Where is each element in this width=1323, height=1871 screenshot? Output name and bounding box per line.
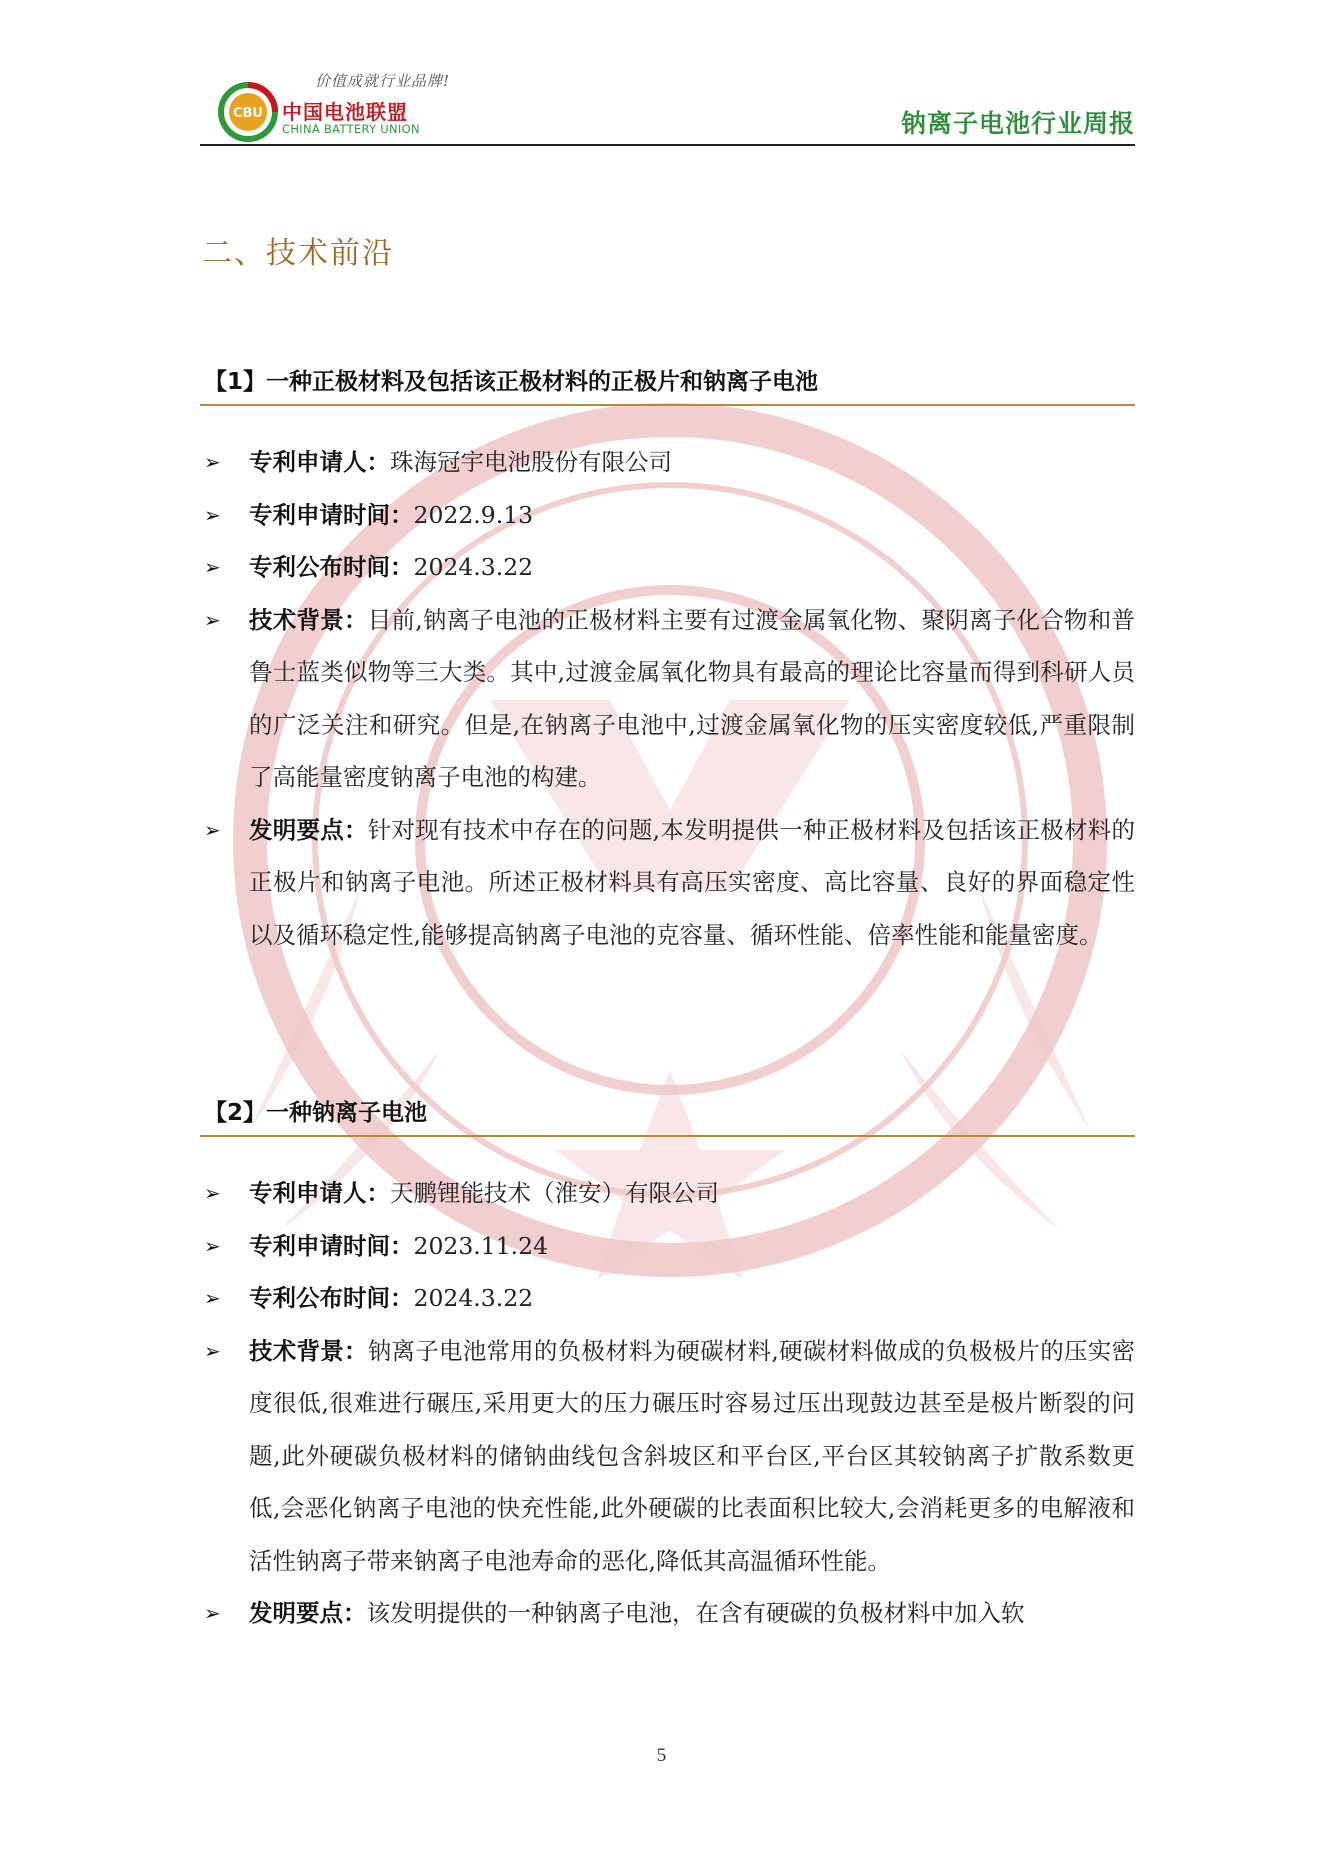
patent-title: 【2】一种钠离子电池 bbox=[204, 1100, 428, 1126]
bullet-arrow-icon: ➢ bbox=[204, 555, 221, 579]
patent-background bbox=[200, 1325, 1135, 1588]
report-title: 钠离子电池行业周报 bbox=[900, 109, 1135, 138]
page-number: 5 bbox=[656, 1745, 667, 1766]
bullet-arrow-icon: ➢ bbox=[204, 607, 221, 632]
patent-filing-date bbox=[200, 1220, 1135, 1273]
logo-slogan: 价值成就行业品牌! bbox=[315, 72, 451, 90]
header-divider bbox=[200, 144, 1135, 146]
patent-key-points bbox=[200, 1587, 1135, 1640]
section-title: 二、技术前沿 bbox=[202, 236, 394, 271]
field-value: 2023.11.24 bbox=[413, 1231, 549, 1260]
cbu-logo bbox=[218, 68, 478, 148]
field-value: 钠离子电池常用的负极材料为硬碳材料,硬碳材料做成的负极极片的压实密度很低,很难进行碾压,采用更大的压力碾压时容易过压出现鼓边甚至是极片断裂的问题,此外硬碳负极材料的储钠曲线包含斜坡区和平台区,平台区其较钠离子扩散系数更低,会恶化钠离子电池的快充性能,此外硬碳的比表面积比较大,会消耗更多的电解液和活性钠离子带来钠离子电池寿命的恶化,降低其高温循环性能。 bbox=[249, 1336, 1135, 1575]
page-header bbox=[200, 56, 1135, 146]
bullet-arrow-icon: ➢ bbox=[204, 502, 221, 527]
field-label: 专利申请人： bbox=[249, 448, 390, 476]
bullet-arrow-icon: ➢ bbox=[204, 450, 221, 474]
field-value: 珠海冠宇电池股份有限公司 bbox=[390, 448, 672, 476]
field-value: 天鹏锂能技术（淮安）有限公司 bbox=[390, 1179, 719, 1207]
patent-applicant bbox=[200, 1167, 1135, 1220]
bullet-arrow-icon: ➢ bbox=[204, 817, 221, 842]
patent-applicant bbox=[200, 436, 1135, 489]
patent-entry-1 bbox=[200, 362, 1135, 961]
field-label: 技术背景： bbox=[249, 605, 368, 634]
field-value: 2024.3.22 bbox=[413, 1284, 534, 1312]
bullet-arrow-icon: ➢ bbox=[204, 1338, 221, 1363]
patent-title-rule bbox=[200, 404, 1135, 406]
logo-name-cn: 中国电池联盟 bbox=[282, 100, 408, 124]
patent-key-points bbox=[200, 804, 1135, 962]
patent-detail-list bbox=[200, 436, 1135, 961]
patent-title: 【1】一种正极材料及包括该正极材料的正极片和钠离子电池 bbox=[204, 369, 819, 395]
field-value: 2024.3.22 bbox=[413, 553, 534, 581]
field-value: 该发明提供的一种钠离子电池，在含有硬碳的负极材料中加入软 bbox=[366, 1599, 1025, 1627]
bullet-arrow-icon: ➢ bbox=[204, 1286, 221, 1310]
field-label: 发明要点： bbox=[249, 1599, 367, 1627]
patent-entry-2 bbox=[200, 1093, 1135, 1640]
logo-abbr: CBU bbox=[232, 106, 264, 121]
patent-title-rule bbox=[200, 1135, 1135, 1137]
bullet-arrow-icon: ➢ bbox=[204, 1181, 221, 1205]
field-value: 2022.9.13 bbox=[413, 500, 534, 529]
field-label: 专利公布时间： bbox=[249, 1284, 414, 1312]
field-label: 专利申请时间： bbox=[249, 1231, 414, 1260]
field-label: 专利申请人： bbox=[249, 1179, 390, 1207]
field-label: 发明要点： bbox=[249, 815, 368, 844]
patent-publication-date bbox=[200, 1272, 1135, 1325]
field-label: 技术背景： bbox=[249, 1336, 368, 1365]
field-label: 专利申请时间： bbox=[249, 500, 414, 529]
bullet-arrow-icon: ➢ bbox=[204, 1233, 221, 1258]
cbu-logo-icon bbox=[218, 82, 278, 142]
patent-filing-date bbox=[200, 489, 1135, 542]
field-label: 专利公布时间： bbox=[249, 553, 414, 581]
patent-background bbox=[200, 594, 1135, 804]
bullet-arrow-icon: ➢ bbox=[204, 1601, 221, 1625]
field-value: 目前,钠离子电池的正极材料主要有过渡金属氧化物、聚阴离子化合物和普鲁士蓝类似物等三大类。其中,过渡金属氧化物具有最高的理论比容量而得到科研人员的广泛关注和研究。但是,在钠离子电池中,过渡金属氧化物的压实密度较低,严重限制了高能量密度钠离子电池的构建。 bbox=[249, 605, 1135, 791]
patent-publication-date bbox=[200, 541, 1135, 594]
patent-detail-list bbox=[200, 1167, 1135, 1640]
field-value: 针对现有技术中存在的问题,本发明提供一种正极材料及包括该正极材料的正极片和钠离子电池。所述正极材料具有高压实密度、高比容量、良好的界面稳定性以及循环稳定性,能够提高钠离子电池的克容量、循环性能、倍率性能和能量密度。 bbox=[249, 815, 1135, 949]
logo-name-en: CHINA BATTERY UNION bbox=[282, 122, 420, 136]
